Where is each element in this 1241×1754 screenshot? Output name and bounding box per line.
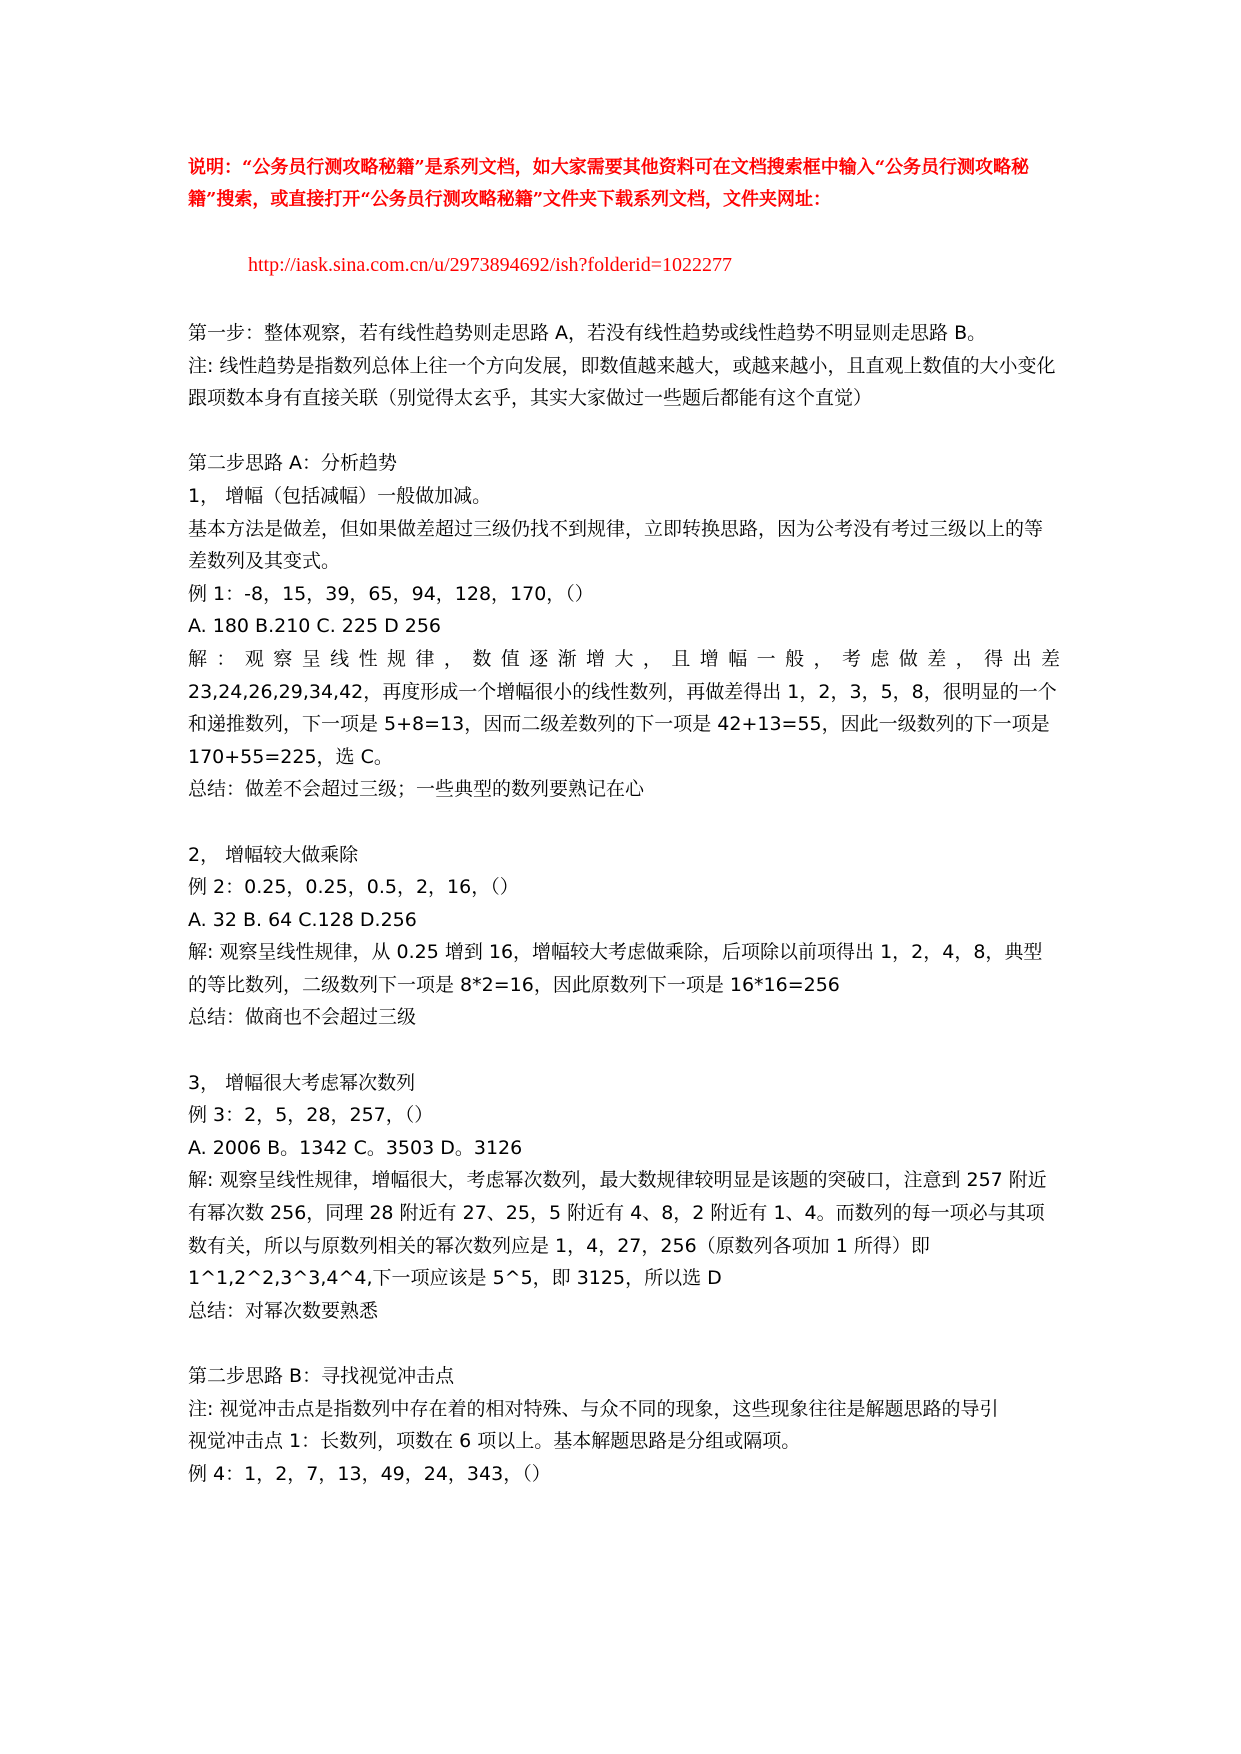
section1-summary: 总结：做差不会超过三级；一些典型的数列要熟记在心 <box>188 778 645 801</box>
folder-url-link[interactable]: http://iask.sina.com.cn/u/2973894692/ish?folderid=1022277 <box>248 254 733 276</box>
section2-summary: 总结：做商也不会超过三级 <box>188 1006 417 1029</box>
step2b-note: 注: 视觉冲击点是指数列中存在着的相对特殊、与众不同的现象，这些现象往往是解题思路的导引 <box>188 1397 999 1420</box>
example1-options: A. 180 B.210 C. 225 D 256 <box>188 615 442 638</box>
example2-question: 例 2：0.25，0.25，0.5，2，16，（） <box>188 876 519 899</box>
section2-title: 2， 增幅较大做乘除 <box>188 843 359 866</box>
visual-point1: 视觉冲击点 1：长数列，项数在 6 项以上。基本解题思路是分组或隔项。 <box>188 1430 801 1453</box>
example3-options: A. 2006 B。1342 C。3503 D。3126 <box>188 1136 523 1159</box>
document-body <box>188 317 1060 1490</box>
example1-solution-first-line: 解：观察呈线性规律，数值逐渐增大，且增幅一般，考虑做差，得出差 <box>188 647 1060 670</box>
example3-question: 例 3：2，5，28，257，（） <box>188 1104 434 1127</box>
example2-solution: 解: 观察呈线性规律，从 0.25 增到 16，增幅较大考虑做乘除，后项除以前项得出 1，2，4，8，典型的等比数列，二级数列下一项是 8*2=16，因此原数列下一项是 16*16=256 <box>188 941 1043 996</box>
example3-solution: 解: 观察呈线性规律，增幅很大，考虑幂次数列，最大数规律较明显是该题的突破口，注意到 257 附近有幂次数 256，同理 28 附近有 27、25，5 附近有 4、8，2 附近有 1、4。而数列的每一项必与其项数有关，所以与原数列相关的幂次数列应是 1，4，27，256（原数列各项加 1 所得）即 1^1,2^2,3^3,4^4,下一项应该是 5^5，即 3125，所以选 D <box>188 1169 1047 1290</box>
step1-paragraph: 第一步：整体观察，若有线性趋势则走思路 A，若没有线性趋势或线性趋势不明显则走思路 B。 <box>188 322 987 344</box>
series-notice: 说明：“公务员行测攻略秘籍”是系列文档，如大家需要其他资料可在文档搜索框中输入“公务员行测攻略秘籍”搜索，或直接打开“公务员行测攻略秘籍”文件夹下载系列文档，文件夹网址： <box>188 157 1030 210</box>
example1-solution: 23,24,26,29,34,42，再度形成一个增幅很小的线性数列，再做差得出 1，2，3，5，8，很明显的一个和递推数列，下一项是 5+8=13，因而二级差数列的下一项是 42+13=55，因此一级数列的下一项是 170+55=225，选 C。 <box>188 680 1057 768</box>
example1-question: 例 1：-8，15，39，65，94，128，170，（） <box>188 582 594 605</box>
step2a-heading: 第二步思路 A：分析趋势 <box>188 452 398 475</box>
step2b-heading: 第二步思路 B：寻找视觉冲击点 <box>188 1365 455 1387</box>
section3-title: 3， 增幅很大考虑幂次数列 <box>188 1071 416 1094</box>
section1-title: 1， 增幅（包括减幅）一般做加减。 <box>188 484 492 507</box>
example4-question: 例 4：1，2，7，13，49，24，343，（） <box>188 1462 551 1485</box>
step1-note: 注: 线性趋势是指数列总体上往一个方向发展，即数值越来越大，或越来越小，且直观上数值的大小变化跟项数本身有直接关联（别觉得太玄乎，其实大家做过一些题后都能有这个直觉） <box>188 354 1056 410</box>
example2-options: A. 32 B. 64 C.128 D.256 <box>188 908 417 931</box>
section1-method: 基本方法是做差，但如果做差超过三级仍找不到规律，立即转换思路，因为公考没有考过三级以上的等差数列及其变式。 <box>188 517 1044 573</box>
section3-summary: 总结：对幂次数要熟悉 <box>188 1299 379 1322</box>
